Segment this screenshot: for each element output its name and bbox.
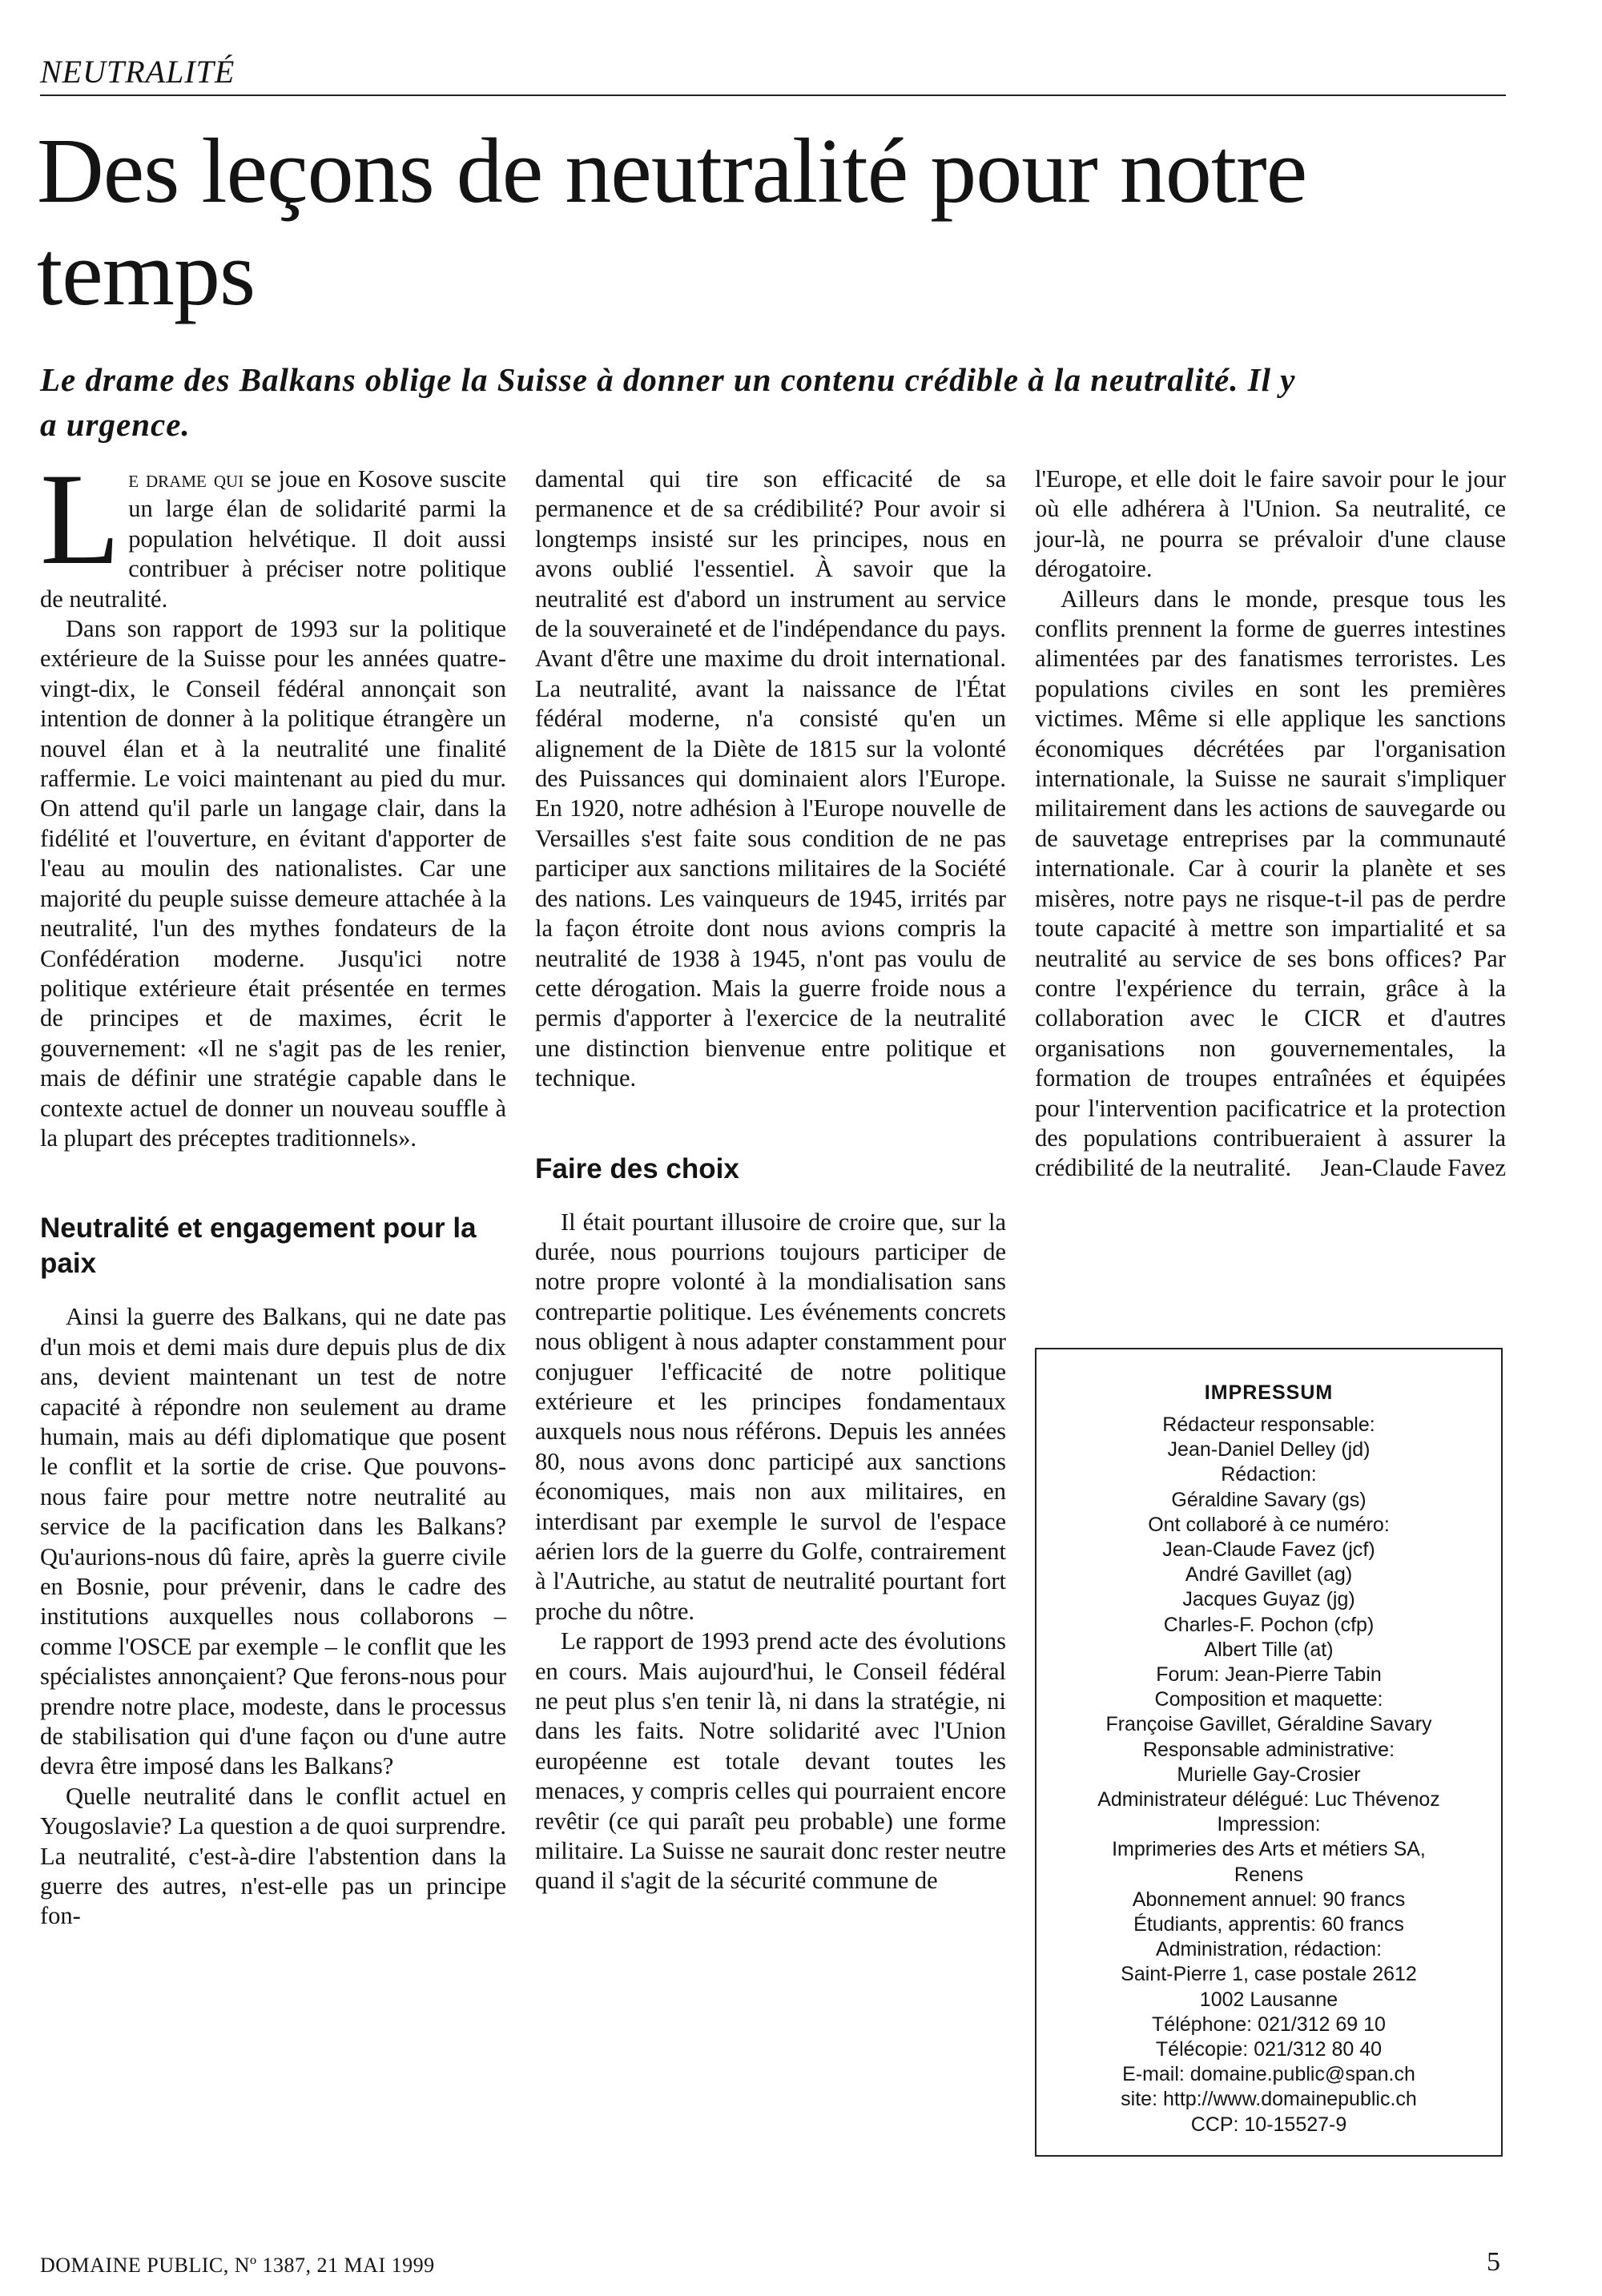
- impressum-line: site: http://www.domainepublic.ch: [1121, 2088, 1417, 2111]
- impressum-line: Imprimeries des Arts et métiers SA,: [1112, 1838, 1426, 1861]
- headline: Des leçons de neutralité pour notre temps: [37, 120, 1307, 325]
- paragraph-7-text: Ailleurs dans le monde, presque tous les conflits prennent la forme de guerres intestines alimentées par des fanatismes terroristes. Les populations civiles en sont les premières victimes. Même si elle applique les sanctions économiques décrétées par l'organisation internationale, la Suisse ne saurait s'impliquer militairement dans les actions de sauvegarde ou de sauvetage entreprises par la communauté internationale. Car à courir la planète et ses misères, notre pays ne risque-t-il pas de perdre toute capacité à mettre son impartialité et sa neutralité au service de ses bons offices? Par contre l'expérience du terrain, grâce à la collaboration avec le CICR et d'autres organisations non gouvernementales, la formation de troupes entraînées et équipées pour l'intervention pacificatrice et la protection des populations contribueraient à assurer la crédibilité de la neutralité.: [1035, 585, 1506, 1182]
- impressum-line: Jacques Guyaz (jg): [1182, 1588, 1355, 1611]
- impressum-line: Composition et maquette:: [1154, 1688, 1383, 1711]
- paragraph-7: [1035, 585, 1506, 1184]
- impressum-line: Françoise Gavillet, Géraldine Savary: [1105, 1713, 1432, 1736]
- paragraph-6-continued: l'Europe, et elle doit le faire savoir pour le jour où elle adhérera à l'Union. Sa neutralité, ce jour-là, ne pourra se prévaloir d'une clause dérogatoire.: [1035, 465, 1506, 583]
- impressum-line: Téléphone: 021/312 69 10: [1152, 2013, 1386, 2036]
- article-column-2: [535, 464, 1006, 1896]
- footer-publication: DOMAINE PUBLIC, Nº 1387, 21 MAI 1999: [40, 2254, 435, 2277]
- impressum-lines: [1036, 1413, 1501, 2137]
- paragraph-2: Dans son rapport de 1993 sur la politique extérieure de la Suisse pour les années quatre-vingt-dix, le Conseil fédéral annonçait son intention de donner à la politique étrangère un nouvel élan et à la neutralité une finalité raffermie. Le voici maintenant au pied du mur. On attend qu'il parle un langage clair, dans la fidélité et l'ouverture, en évitant d'apporter de l'eau au moulin des nationalistes. Car une majorité du peuple suisse demeure attachée à la neutralité, l'un des mythes fondateurs de la Confédération moderne. Jusqu'ici notre politique extérieure était présentée en termes de principes et de maximes, écrit le gouvernement: «Il ne s'agit pas de les renier, mais de définir une stratégie capable dans le contexte actuel de donner un nouveau souffle à la plupart des préceptes traditionnels».: [40, 615, 506, 1152]
- article-column-3: [1035, 464, 1506, 1184]
- paragraph-4-start: Quelle neutralité dans le conflit actuel en Yougoslavie? La question a de quoi surprendre. La neutralité, c'est-à-dire l'abstention dans la guerre des autres, n'est-elle pas un principe fon-: [40, 1782, 506, 1930]
- impressum-box: [1035, 1348, 1503, 2157]
- impressum-line: Jean-Daniel Delley (jd): [1167, 1438, 1371, 1462]
- impressum-line: Forum: Jean-Pierre Tabin: [1156, 1663, 1382, 1687]
- impressum-line: Charles-F. Pochon (cfp): [1163, 1613, 1375, 1636]
- impressum-line: Administration, rédaction:: [1155, 1938, 1383, 1961]
- impressum-line: Télécopie: 021/312 80 40: [1155, 2038, 1383, 2061]
- paragraph-4-continued: damental qui tire son efficacité de sa permanence et de sa crédibilité? Pour avoir si longtemps insisté sur les principes, nous en avons oublié l'essentiel. À savoir que la neutralité est d'abord un instrument au service de la souveraineté et de l'indépendance du pays. Avant d'être une maxime du droit international. La neutralité, avant la naissance de l'État fédéral moderne, n'a consisté qu'en un alignement de la Diète de 1815 sur la volonté des Puissances qui dominaient alors l'Europe. En 1920, notre adhésion à l'Europe nouvelle de Versailles s'est faite sous condition de ne pas participer aux sanctions militaires de la Société des nations. Les vainqueurs de 1945, irrités par la façon étroite dont nous avions compris la neutralité de 1938 à 1945, n'ont pas voulu de cette dérogation. Mais la guerre froide nous a permis d'apporter à l'exercice de la neutralité une distinction bienvenue entre politique et technique.: [535, 465, 1006, 1092]
- impressum-line: Impression:: [1217, 1813, 1321, 1836]
- header-rule: [40, 94, 1506, 96]
- subhead-engagement: Neutralité et engagement pour la paix: [40, 1212, 477, 1280]
- section-rubric: NEUTRALITÉ: [40, 54, 235, 90]
- impressum-line: E-mail: domaine.public@span.ch: [1122, 2063, 1415, 2086]
- paragraph-6-start: Le rapport de 1993 prend acte des évolutions en cours. Mais aujourd'hui, le Conseil fédéral ne peut plus s'en tenir là, ni dans la stratégie, ni dans les faits. Notre solidarité avec l'Union européenne est totale devant toutes les menaces, y compris celles qui pourraient encore revêtir (ce qui paraît peu probable) une forme militaire. La Suisse ne saurait donc rester neutre quand il s'agit de la sécurité commune de: [535, 1627, 1006, 1895]
- subhead-choix: Faire des choix: [535, 1152, 739, 1184]
- intro-text: se joue en Kosove suscite un large élan de solidarité parmi la population helvétique. Il doit aussi contribuer à préciser notre politique de neutralité.: [40, 465, 506, 613]
- impressum-line: Étudiants, apprentis: 60 francs: [1133, 1913, 1404, 1936]
- lead-paragraph: Le drame des Balkans oblige la Suisse à donner un contenu crédible à la neutralité. Il y a urgence.: [40, 361, 1296, 443]
- impressum-line: Jean-Claude Favez (jcf): [1162, 1538, 1375, 1562]
- impressum-line: Rédaction:: [1221, 1463, 1317, 1486]
- impressum-line: Saint-Pierre 1, case postale 2612: [1121, 1963, 1417, 1986]
- drop-cap: L: [40, 447, 121, 592]
- page-number: 5: [1487, 2247, 1500, 2277]
- intro-first-words: e drame qui: [128, 465, 244, 493]
- intro-paragraph: [40, 447, 506, 614]
- author-signature: Jean-Claude Favez: [1320, 1154, 1506, 1182]
- impressum-line: Albert Tille (at): [1204, 1638, 1334, 1661]
- paragraph-5: Il était pourtant illusoire de croire que, sur la durée, nous pourrions toujours participer de notre propre volonté à la mondialisation sans contrepartie politique. Les événements concrets nous obligent à nous adapter constamment pour conjuguer l'efficacité de notre politique extérieure et les principes fondamentaux auxquels nous nous référons. Depuis les années 80, nous avons donc participé aux sanctions économiques, mais non aux militaires, en interdisant par exemple le survol de l'espace aérien lors de la guerre du Golfe, contrairement à l'Autriche, au statut de neutralité pourtant fort proche du nôtre.: [535, 1208, 1006, 1625]
- impressum-line: Administrateur délégué: Luc Thévenoz: [1097, 1788, 1440, 1811]
- impressum-line: 1002 Lausanne: [1199, 1988, 1338, 2011]
- impressum-line: Renens: [1234, 1863, 1304, 1886]
- impressum-line: Ont collaboré à ce numéro:: [1148, 1513, 1390, 1536]
- impressum-line: André Gavillet (ag): [1185, 1563, 1353, 1586]
- paragraph-3: Ainsi la guerre des Balkans, qui ne date pas d'un mois et demi mais dure depuis plus de dix ans, devient maintenant un test de notre capacité à répondre non seulement au drame humain, mais au défi diplomatique que posent le conflit et la sortie de crise. Que pouvons-nous faire pour mettre notre neutralité au service de la pacification dans les Balkans? Qu'aurions-nous dû faire, après la guerre civile en Bosnie, pour prévenir, dans le cadre des institutions auxquelles nous collaborons – comme l'OSCE par exemple – le conflit que les spécialistes annonçaient? Que ferons-nous pour prendre notre place, modeste, dans le processus de stabilisation qui d'une façon ou d'une autre devra être imposé dans les Balkans?: [40, 1303, 506, 1780]
- impressum-line: Géraldine Savary (gs): [1171, 1488, 1367, 1511]
- impressum-line: Murielle Gay-Crosier: [1177, 1763, 1361, 1786]
- impressum-line: CCP: 10-15527-9: [1190, 2113, 1347, 2136]
- article-column-1: [40, 447, 506, 1932]
- impressum-line: Rédacteur responsable:: [1162, 1413, 1375, 1436]
- impressum-title: IMPRESSUM: [1204, 1381, 1334, 1404]
- impressum-line: Responsable administrative:: [1142, 1738, 1395, 1761]
- impressum-line: Abonnement annuel: 90 francs: [1132, 1888, 1406, 1911]
